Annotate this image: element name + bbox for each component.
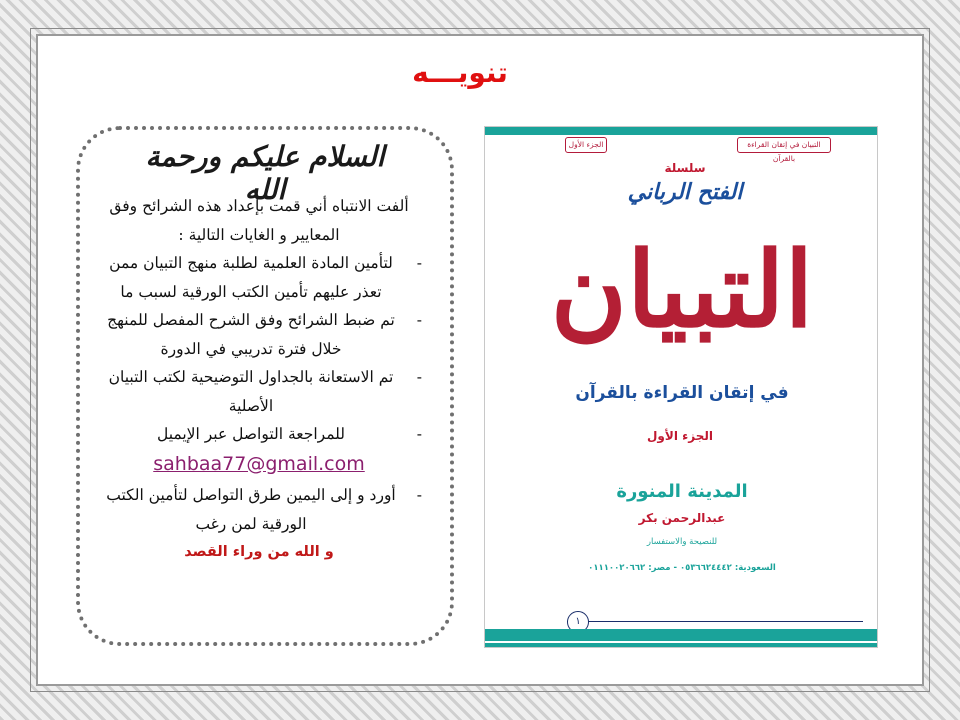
note-item-text: تم ضبط الشرائح وفق الشرح المفصل للمنهج خلال فترة تدريبي في الدورة <box>107 311 395 358</box>
cover-bottom-bar <box>485 629 877 641</box>
note-item <box>96 420 422 449</box>
cover-bottom-edge <box>485 643 877 647</box>
footer-line <box>567 621 863 622</box>
note-item <box>96 363 422 420</box>
book-subtitle: في إتقان القراءة بالقرآن <box>575 383 789 403</box>
note-text <box>96 192 422 567</box>
cover-tag-part: الجزء الأول <box>565 137 607 153</box>
note-item-text: لتأمين المادة العلمية لطلبة منهج التبيان ممن تعذر عليهم تأمين الكتب الورقية لسبب ما <box>109 254 393 301</box>
greeting-calligraphy: السلام عليكم ورحمة الله <box>145 140 385 206</box>
dash-bullet: - <box>416 254 422 272</box>
phone-numbers: السعودية: ٠٥٣٦٦٢٤٤٤٢ - مصر: ٠١١١٠٠٢٠٦٦٢ <box>588 563 776 573</box>
series-label: سلسلة <box>664 161 706 175</box>
contact-label: للنصيحة والاستفسار <box>646 537 718 547</box>
series-name: الفتح الرباني <box>627 179 743 205</box>
cover-tag-series: التبيان في إتقان القراءة بالقرآن <box>737 137 831 153</box>
page-title: تنويـــه <box>412 56 508 89</box>
note-item <box>96 306 422 363</box>
dash-bullet: - <box>416 311 422 329</box>
page-number: ١ <box>567 611 589 633</box>
note-intro: ألفت الانتباه أني قمت بإعداد هذه الشرائح وفق المعايير و الغايات التالية : <box>109 197 409 244</box>
book-cover <box>484 126 878 648</box>
book-title: التبيان <box>550 228 814 351</box>
cover-top-bar <box>485 127 877 135</box>
email-link[interactable]: sahbaa77@gmail.com <box>153 452 365 475</box>
note-item-text: للمراجعة التواصل عبر الإيميل <box>156 425 346 443</box>
closing-line: و الله من وراء القصد <box>184 544 334 560</box>
dash-bullet: - <box>416 425 422 443</box>
book-part: الجزء الأول <box>647 429 713 443</box>
note-item-text: تم الاستعانة بالجداول التوضيحية لكتب التبيان الأصلية <box>108 368 394 415</box>
note-item-text: أورد و إلى اليمين طرق التواصل لتأمين الكتب الورقية لمن رغب <box>106 486 396 533</box>
dash-bullet: - <box>416 486 422 504</box>
book-city: المدينة المنورة <box>616 481 748 502</box>
book-author: عبدالرحمن بكر <box>638 511 726 525</box>
note-item <box>96 481 422 538</box>
dash-bullet: - <box>416 368 422 386</box>
note-item <box>96 249 422 306</box>
